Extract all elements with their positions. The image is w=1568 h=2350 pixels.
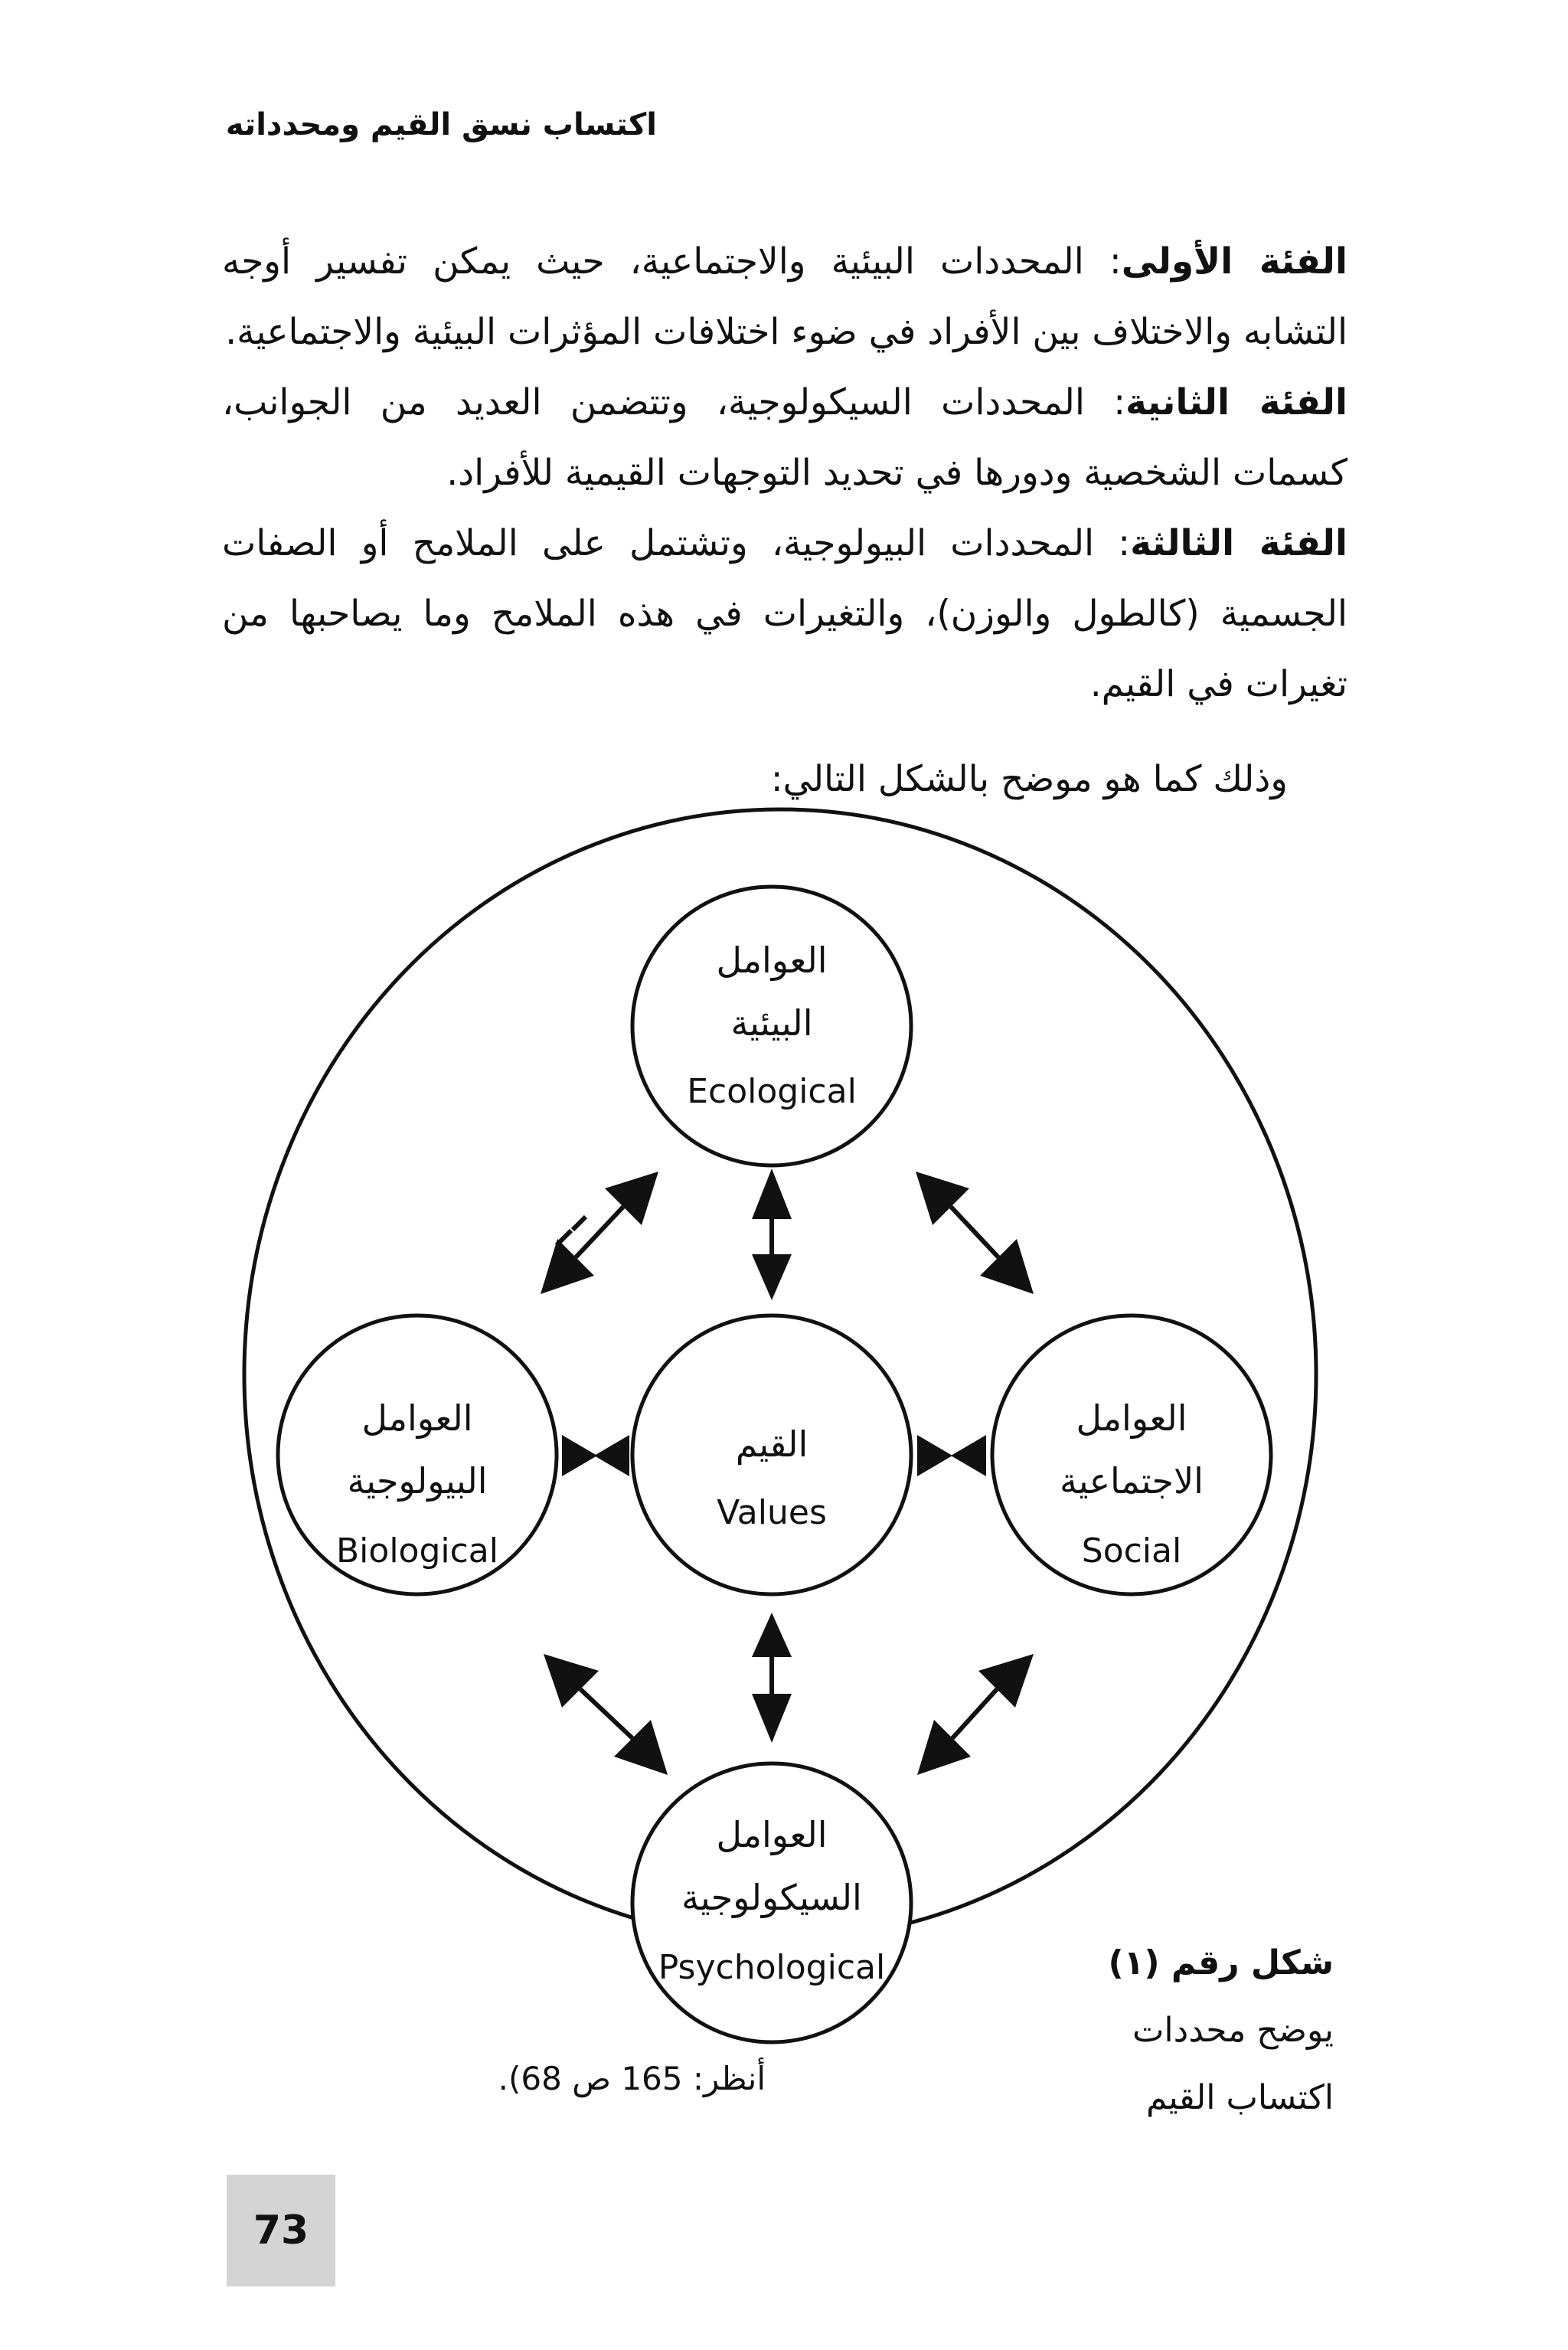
- category-label: الفئة الثانية: [1125, 381, 1348, 423]
- psychological-label-en: Psychological: [658, 1948, 886, 1987]
- arrow-ecological-biological: [541, 1172, 658, 1294]
- page-number: 73: [227, 2175, 335, 2286]
- ecological-label-ar-1: العوامل: [716, 940, 828, 981]
- category-text: : المحددات السيكولوجية، وتتضمن العديد من الجوانب، كسمات الشخصية ودورها في تحديد التوجهات القيمية للأفراد.: [222, 381, 1348, 494]
- running-header: اكتساب نسق القيم ومحدداته: [225, 107, 657, 142]
- arrow-values-psychological: [752, 1613, 792, 1743]
- psychological-label-ar-2: السيكولوجية: [681, 1877, 862, 1918]
- category-text: : المحددات البيئية والاجتماعية، حيث يمكن تفسير أوجه التشابه والاختلاف بين الأفراد في ضوء اختلافات المؤثرات البيئية والاجتماعية.: [222, 240, 1348, 353]
- arrow-ecological-values: [752, 1168, 792, 1300]
- arrow-biological-psychological: [544, 1654, 668, 1775]
- figure-caption-title: شكل رقم (١): [1108, 1943, 1334, 1982]
- ecological-label-en: Ecological: [687, 1072, 857, 1111]
- values-label-en: Values: [717, 1493, 827, 1532]
- social-label-ar-2: الاجتماعية: [1060, 1460, 1204, 1502]
- biological-label-en: Biological: [335, 1531, 499, 1570]
- values-label-ar: القيم: [735, 1423, 808, 1465]
- arrow-values-social: [917, 1435, 986, 1476]
- arrow-ecological-social: [916, 1172, 1034, 1294]
- social-label-en: Social: [1081, 1531, 1182, 1570]
- ecological-label-ar-2: البيئية: [730, 1002, 813, 1044]
- arrow-social-psychological: [917, 1654, 1034, 1775]
- category-label: الفئة الثالثة: [1130, 522, 1348, 564]
- category-text: : المحددات البيولوجية، وتشتمل على الملامح أو الصفات الجسمية (كالطول والوزن)، والتغيرات في هذه الملامح وما يصاحبها من تغيرات في القيم.: [222, 522, 1348, 705]
- source-reference: أنظر: 165 ص 68).: [498, 2060, 766, 2097]
- figure-caption-line: يوضح محددات: [1132, 2011, 1334, 2050]
- figure-intro: وذلك كما هو موضح بالشكل التالي:: [770, 758, 1288, 800]
- psychological-label-ar-1: العوامل: [716, 1814, 828, 1855]
- social-label-ar-1: العوامل: [1076, 1397, 1187, 1439]
- figure-caption-line: اكتساب القيم: [1146, 2078, 1334, 2117]
- biological-label-ar-1: العوامل: [361, 1397, 473, 1439]
- biological-label-ar-2: البيولوجية: [347, 1460, 488, 1502]
- figure-caption: [1058, 1930, 1334, 2132]
- arrow-biological-values: [562, 1435, 629, 1476]
- category-label: الفئة الأولى: [1121, 240, 1348, 283]
